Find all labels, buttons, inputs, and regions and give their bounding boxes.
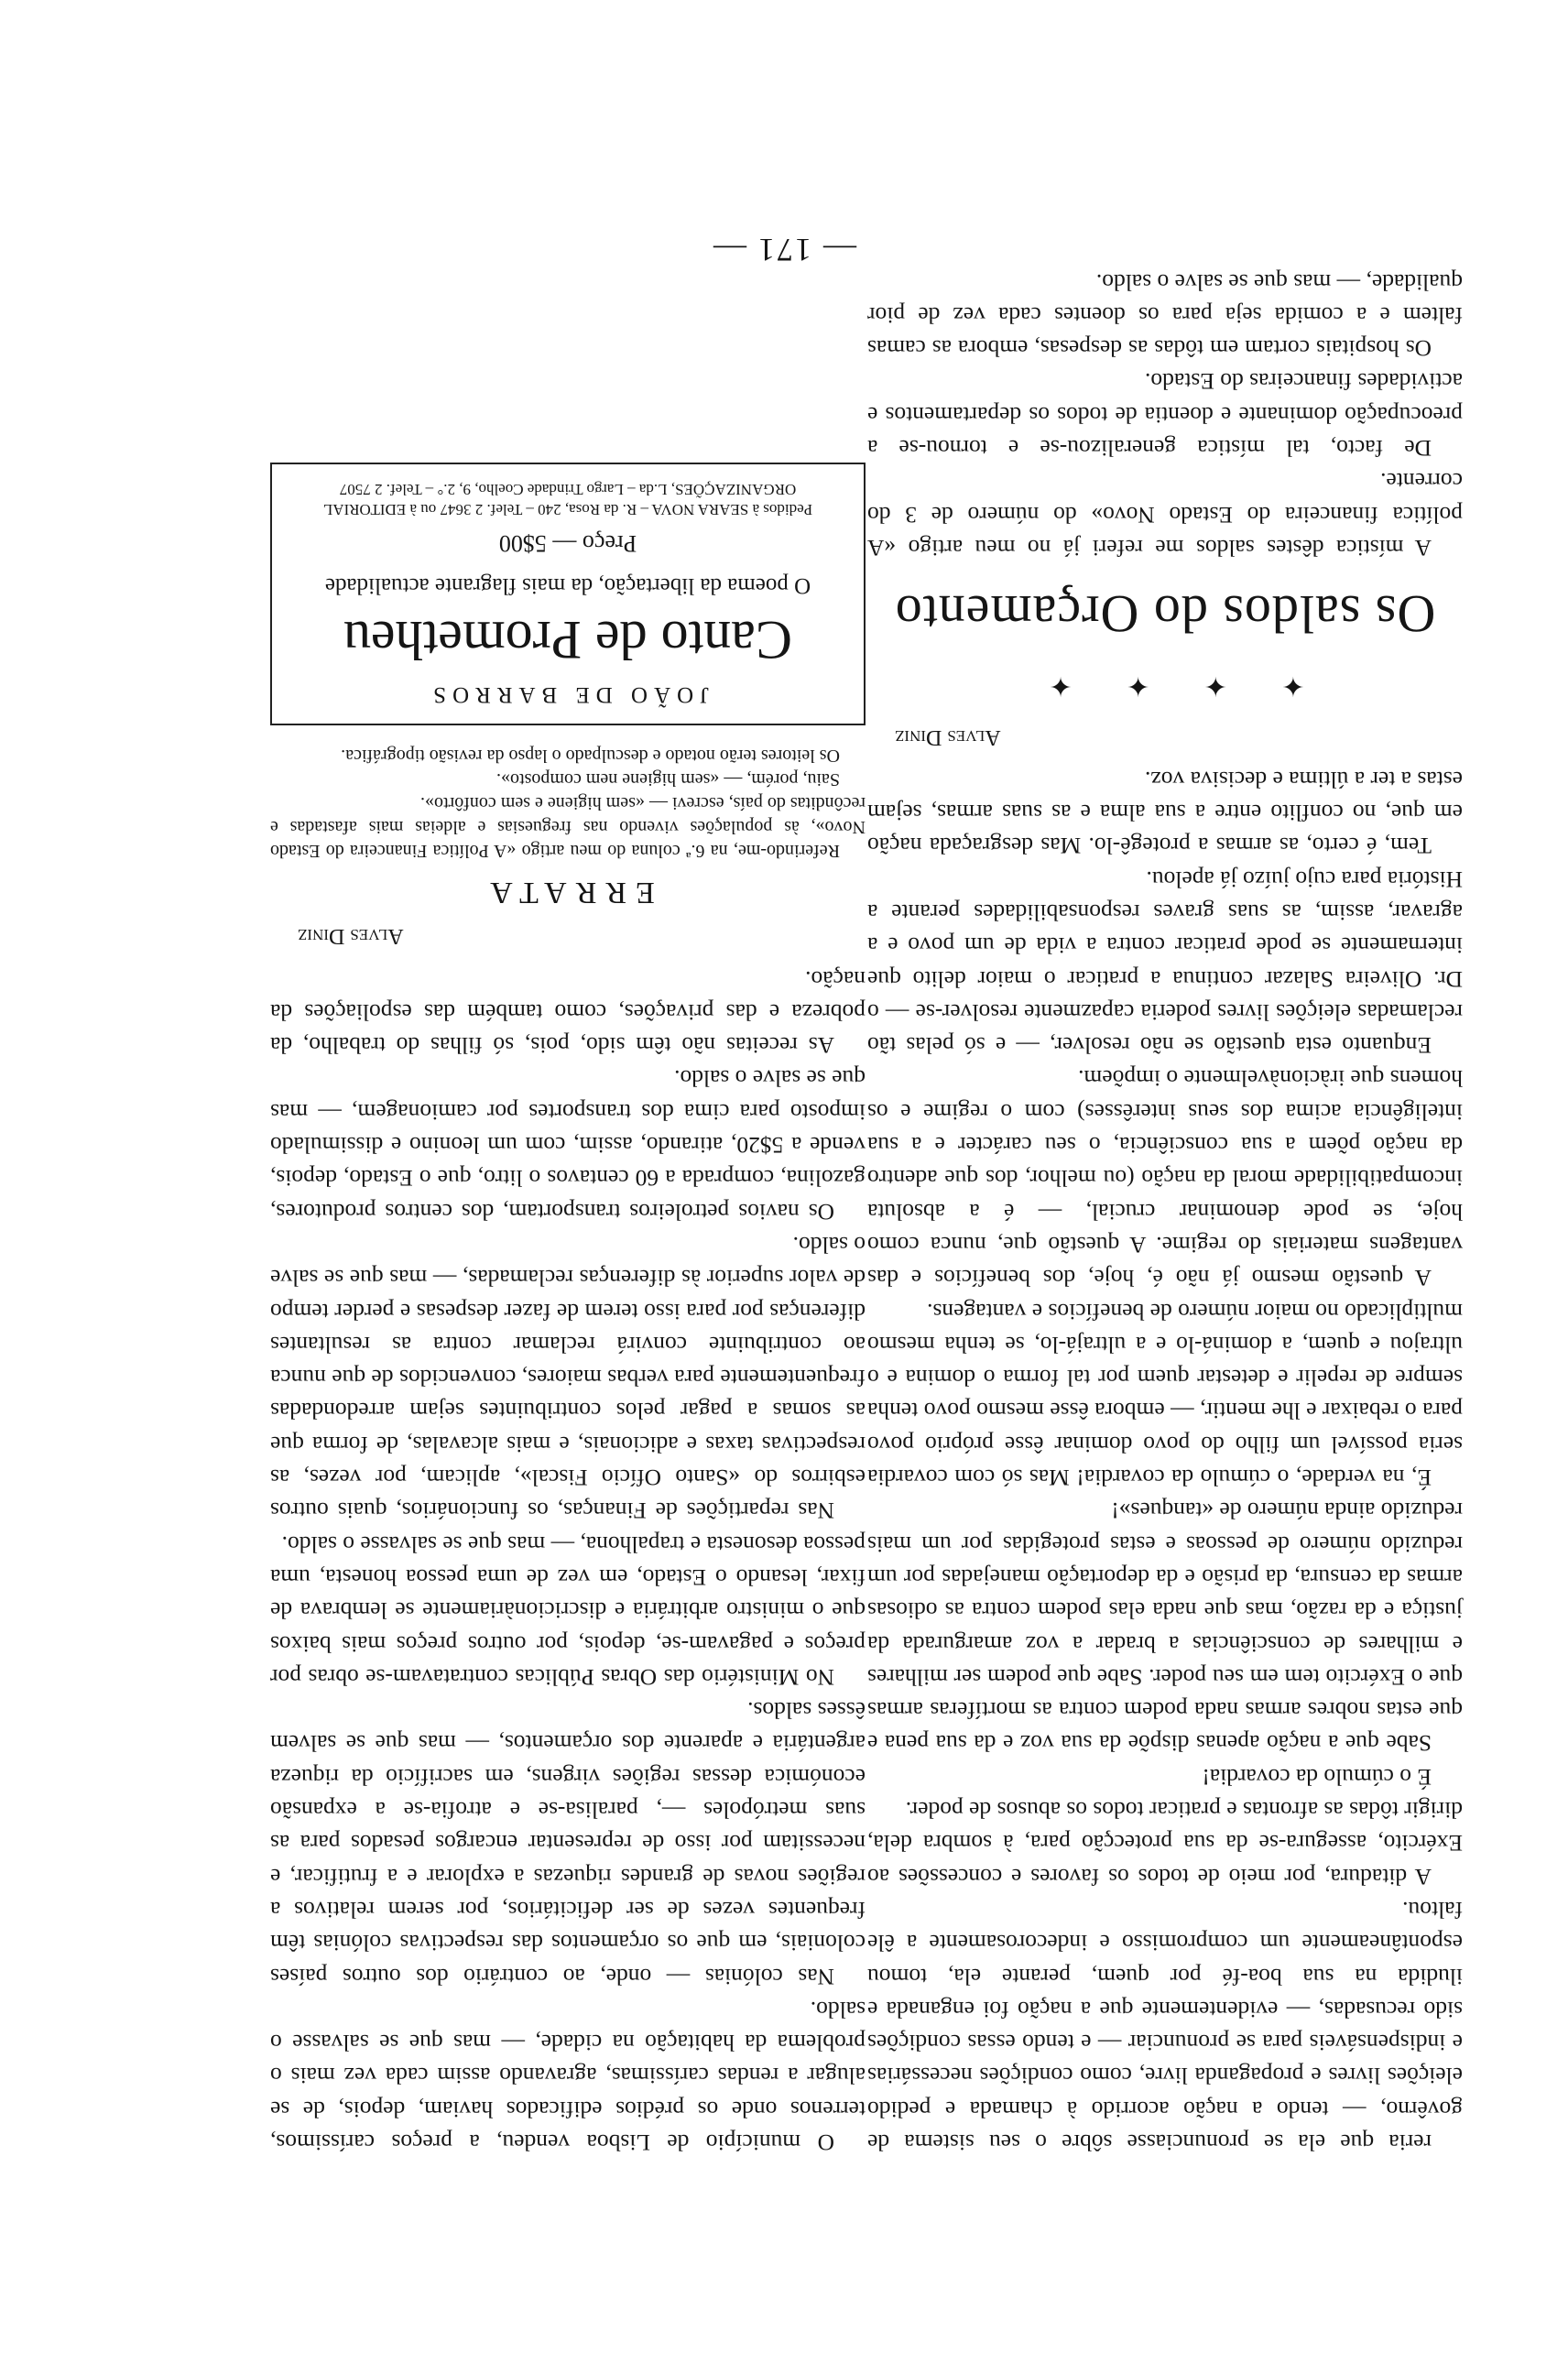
author-signature: Alves Diniz xyxy=(895,724,1001,749)
paragraph: Os navios petroleiros transportam, dos centros produtores, gazolina, comprada a 60 centavos o litro, que o Estado, depois, vende a 5$20, atirando, assim, com um leonino e dissimulado imposto para cima dos transportes por camionagem, — mas que se salve o saldo. xyxy=(270,1065,866,1225)
ad-title: Canto de Prometheu xyxy=(343,610,792,671)
ad-orders: Pedidos à SEARA NOVA – R. da Rosa, 240 – Telef. 2 3647 ou à EDITORIAL ORGANIZAÇÕES, L.da – Largo Trindade Coelho, 9, 2.° – Telef. 2 7507 xyxy=(322,481,813,519)
paragraph: Os hospitais cortam em tôdas as despesas, embora as camas faltem e a comida seja para os doentes cada vez de pior qualidade, — mas que se salve o saldo. xyxy=(867,268,1463,363)
paragraph: Tem, é certo, as armas a protegê-lo. Mas desgraçada nação em que, no conflito entre a sua alma e as suas armas, sejam estas a ter a última e decisiva voz. xyxy=(867,766,1463,860)
paragraph: A ditadura, por meio de todos os favores e concessões ao Exército, assegura-se da sua protecção para, à sombra dela, dirigir tôdas as afrontas e praticar todos os abusos de poder. xyxy=(867,1797,1463,1890)
separator: ✦ ✦ ✦ ✦ xyxy=(1025,670,1305,702)
paragraph: Enquanto esta questão se não resolver, — e só pelas tão reclamadas eleições livres poderia capazmente resolver-se — o Dr. Oliveira Salazar continua a praticar o maior delito que internamente se pode praticar contra a vida de um povo e a agravar, assim, as suas graves responsabilidades perante a História para cujo juízo já apelou. xyxy=(867,866,1463,1060)
book-advertisement xyxy=(270,463,866,725)
ad-author: JOÃO DE BARROS xyxy=(427,681,709,707)
paragraph: Nas repartições de Finanças, os funcionários, quais outros esbirros do «Santo Ofício Fiscal», aplicam, por vezes, as respectivas taxas e adicionais, e mais alcavalas, de forma que as somas a pagar pelos contribuintes sejam arredondadas frequentemente para verbas maiores, convencidos de que nunca ao contribuinte convirá reclamar contra as resultantes diferenças por para isso terem de fazer despesas e perder tempo de valor superior às diferenças reclamadas, — mas que se salve o saldo. xyxy=(270,1231,866,1525)
paragraph: O município de Lisboa vendeu, a preços caríssimos, terrenos onde os prédios edificados haviam, depois, de se alugar a rendas caríssimas, agravando assim cada vez mais o problema da habitação na cidade, — mas que se salvasse o saldo. xyxy=(270,1996,866,2156)
page-number: — 171 — xyxy=(712,232,856,268)
paragraph: Os leitores terão notado e desculpado o lapso da revisão tipográfica. xyxy=(341,745,840,766)
paragraph: Referindo-me, na 6.ª coluna do meu artigo «A Política Financeira do Estado Novo», às populações vivendo nas freguesias e aldeias mais afastadas e recônditas do país, escrevi — «sem higiene e sem confôrto». xyxy=(270,792,866,861)
ad-price: Preço — 5$00 xyxy=(498,530,637,558)
paragraph: A mística dêstes saldos me referi já no meu artigo «A política financeira do Estado Novo» do número de 3 do corrente. xyxy=(867,468,1463,561)
paragraph: De facto, tal mística generalizou-se e tornou-se a preocupação dominante e doentia de todos os departamentos e actividades financeiras do Estado. xyxy=(867,368,1463,463)
errata-text xyxy=(270,744,866,863)
right-column xyxy=(270,463,866,2159)
paragraph: Saiu, porém, — «sem higiene nem composto». xyxy=(496,768,840,790)
paragraph: É o cúmulo da covardia! xyxy=(1202,1763,1432,1791)
paragraph: É, na verdade, o cúmulo da covardia! Mas só com covardia seria possível um filho do povo dominar êsse próprio povo para o rebaixar e lhe mentir, — embora êsse mesmo povo tenha sempre de repelir e detestar quem por tal forma o domina e o ultrajou e quem, a dominá-lo e a ultrajá-lo, se tenha mesmo multiplicado no maior número de benefícios e vantagens. xyxy=(867,1298,1463,1492)
paragraph: reria que ela se pronunciasse sôbre o seu sistema de govêrno, — tendo a nação acorrido à chamada e pedido eleições livres e propaganda livre, como condições necessárias e indispensáveis para se pronunciar — e tendo essas condições sido recusadas, — evidentemente que a nação foi enganada e iludida na sua boa-fé por quem, perante ela, tomou espontâneamente um compromisso e indecorosamente a êle faltou. xyxy=(867,1896,1463,2156)
paragraph: Sabe que a nação apenas dispõe da sua voz e da sua pena e que estas nobres armas nada podem contra as mortíferas armas que o Exército tem em seu poder. Sabe que podem ser milhares e milhares de consciências a bradar a voz amargurada da justiça e da razão, mas que nada elas podem contra as odiosas armas da censura, da prisão e da deportação manejadas por um reduzido número de pessoas e estas protegidas por um mais reduzido ainda número de «tanques»! xyxy=(867,1497,1463,1758)
ad-subtitle: O poema da libertação, da mais flagrante actualidade xyxy=(324,573,811,599)
left-column xyxy=(867,265,1463,2159)
paragraph: Nas colónias — onde, ao contrário dos outros países coloniais, em que os orçamentos das respectivas colónias têm frequentes vezes de ser deficitários, por serem relativos a regiões novas de grandes riquezas a explorar e a frutificar, e necessitam por isso de representar encargos pesados para as suas metrópoles —, paralisa-se e atrofia-se a expansão económica dessas regiões virgens, em sacrifício da riqueza argentária e aparente dos orçamentos, — mas que se salvem êsses saldos. xyxy=(270,1697,866,1990)
article-headline: Os saldos do Orçamento xyxy=(894,583,1436,644)
paragraph: No Ministério das Obras Públicas contratavam-se obras por preços e pagavam-se, depois, por outros preços mais baixos que o ministro arbitrária e discricionàriamente se lembrava de fixar, lesando o Estado, em vez de uma pessoa honesta, uma pessoa desonesta e trapalhona, — mas que se salvasse o saldo. xyxy=(270,1530,866,1691)
paragraph: As receitas não têm sido, pois, só filhas do trabalho, da pobreza e das privações, como também das espoliações da nação. xyxy=(270,965,866,1060)
author-signature: Alves Diniz xyxy=(298,924,404,949)
errata-heading: ERRATA xyxy=(481,876,655,910)
paragraph: A questão mesmo já não é, hoje, dos benefícios e das vantagens materiais do regime. A questão que, nunca como hoje, se pode denominar crucial, — é a absoluta incompatibilidade moral da nação (ou melhor, dos que adentro da nação põem a sua consciência, o seu carácter e a sua inteligência acima dos seus interêsses) com o regime e os homens que iràcionàvelmente o impõem. xyxy=(867,1065,1463,1292)
